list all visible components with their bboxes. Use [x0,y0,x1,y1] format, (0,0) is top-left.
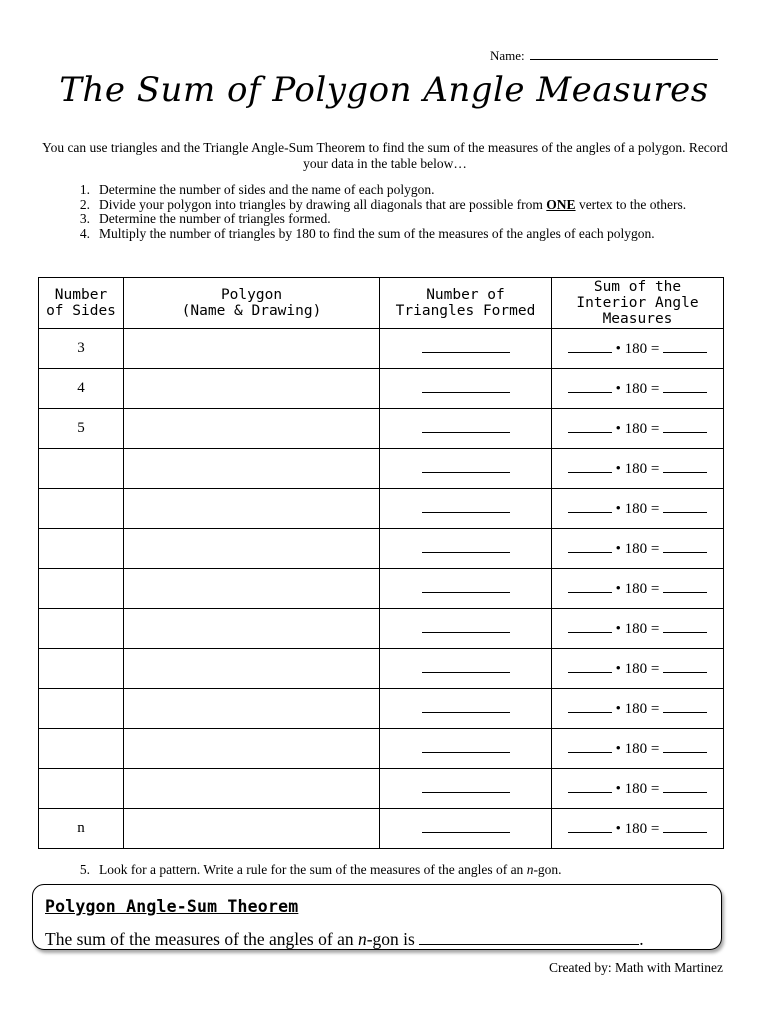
multiplier-text: • 180 = [615,540,660,557]
triangles-blank[interactable] [422,420,510,433]
triangles-blank[interactable] [422,700,510,713]
product-blank[interactable] [663,780,707,793]
triangles-blank[interactable] [422,820,510,833]
table-row [39,409,724,449]
multiplier-text: • 180 = [615,420,660,437]
multiplier-text: • 180 = [615,620,660,637]
product-blank[interactable] [663,540,707,553]
sum-calculation [568,821,707,837]
triangles-blank[interactable] [422,660,510,673]
header-line: Measures [602,311,673,327]
name-field-row [490,46,718,64]
table-row [39,609,724,649]
multiplicand-blank[interactable] [568,420,612,433]
multiplier-text: • 180 = [615,500,660,517]
cell-sides[interactable] [39,729,124,769]
cell-sides[interactable]: n [39,809,124,849]
table-row [39,529,724,569]
header-line: (Name & Drawing) [181,303,322,319]
cell-triangles [380,449,552,489]
sum-calculation [568,461,707,477]
multiplier-text: • 180 = [615,700,660,717]
table-body [39,329,724,849]
triangles-blank[interactable] [422,740,510,753]
cell-polygon-drawing[interactable] [124,489,380,529]
product-blank[interactable] [663,420,707,433]
cell-sum [552,529,724,569]
cell-triangles [380,569,552,609]
multiplicand-blank[interactable] [568,620,612,633]
cell-sum [552,769,724,809]
cell-sum [552,329,724,369]
theorem-box [32,884,722,950]
cell-polygon-drawing[interactable] [124,729,380,769]
product-blank[interactable] [663,500,707,513]
cell-sides[interactable] [39,689,124,729]
sum-calculation [568,341,707,357]
cell-sum [552,449,724,489]
multiplier-text: • 180 = [615,780,660,797]
product-blank[interactable] [663,580,707,593]
multiplicand-blank[interactable] [568,460,612,473]
sum-calculation [568,661,707,677]
cell-polygon-drawing[interactable] [124,369,380,409]
step-5 [46,862,726,878]
cell-polygon-drawing[interactable] [124,769,380,809]
triangles-blank[interactable] [422,340,510,353]
product-blank[interactable] [663,700,707,713]
multiplicand-blank[interactable] [568,540,612,553]
header-line: Interior Angle [576,295,699,311]
product-blank[interactable] [663,460,707,473]
cell-sides[interactable] [39,649,124,689]
product-blank[interactable] [663,660,707,673]
header-line: Triangles Formed [395,303,536,319]
table-row [39,769,724,809]
product-blank[interactable] [663,820,707,833]
multiplicand-blank[interactable] [568,780,612,793]
cell-triangles [380,809,552,849]
cell-polygon-drawing[interactable] [124,529,380,569]
product-blank[interactable] [663,740,707,753]
intro-text: You can use triangles and the Triangle Angle-Sum Theorem to find the sum of the measures of the angles of a polygon. Record your data in the table below… [42,140,728,171]
cell-sides[interactable]: 4 [39,369,124,409]
product-blank[interactable] [663,620,707,633]
theorem-text-part: The sum of the measures of the angles of an [45,929,358,949]
table-row [39,569,724,609]
header-sum [552,278,724,329]
multiplier-text: • 180 = [615,460,660,477]
multiplier-text: • 180 = [615,820,660,837]
cell-sum [552,729,724,769]
step-number: 1. [79,182,90,197]
triangles-blank[interactable] [422,580,510,593]
header-line: Number [54,287,108,303]
cell-triangles [380,649,552,689]
cell-sum [552,409,724,449]
cell-sum [552,649,724,689]
instruction-step [46,183,726,198]
cell-triangles [380,609,552,649]
multiplier-text: • 180 = [615,740,660,757]
triangles-blank[interactable] [422,620,510,633]
step-text: Determine the number of triangles formed. [99,211,331,226]
cell-sides[interactable]: 5 [39,409,124,449]
step-text-part: -gon. [533,862,562,877]
instruction-step [46,198,726,213]
cell-triangles [380,729,552,769]
cell-sum [552,609,724,649]
table-row [39,689,724,729]
cell-triangles [380,529,552,569]
step-text-part: vertex to the others. [575,196,687,212]
instruction-step [46,227,726,242]
cell-sum [552,689,724,729]
cell-triangles [380,369,552,409]
step-text: Multiply the number of triangles by 180 to find the sum of the measures of the angles of each polygon. [99,225,655,241]
cell-polygon-drawing[interactable] [124,689,380,729]
table-row [39,809,724,849]
multiplicand-blank[interactable] [568,700,612,713]
multiplier-text: • 180 = [615,380,660,397]
step-text: Determine the number of sides and the name of each polygon. [99,182,435,197]
cell-triangles [380,329,552,369]
name-label: Name: [490,48,525,63]
sum-calculation [568,381,707,397]
sum-calculation [568,701,707,717]
cell-polygon-drawing[interactable] [124,609,380,649]
polygon-data-table [38,277,724,849]
step-text-part: Divide your polygon into triangles by drawing all diagonals that are possible from [99,196,547,212]
multiplicand-blank[interactable] [568,340,612,353]
table-row [39,329,724,369]
multiplier-text: • 180 = [615,580,660,597]
header-line: Number of [426,287,505,303]
multiplicand-blank[interactable] [568,580,612,593]
table-row [39,729,724,769]
multiplicand-blank[interactable] [568,740,612,753]
sum-calculation [568,621,707,637]
multiplier-text: • 180 = [615,660,660,677]
step-number: 5. [79,862,90,877]
theorem-italic: n [357,929,367,949]
multiplicand-blank[interactable] [568,660,612,673]
cell-polygon-drawing[interactable] [124,449,380,489]
cell-triangles [380,769,552,809]
sum-calculation [568,781,707,797]
multiplicand-blank[interactable] [568,500,612,513]
product-blank[interactable] [663,380,707,393]
cell-triangles [380,689,552,729]
theorem-end: . [639,929,644,949]
cell-sides[interactable]: 3 [39,329,124,369]
step-text-part: Look for a pattern. Write a rule for the sum of the measures of the angles of an [99,862,527,877]
cell-sides[interactable] [39,449,124,489]
multiplicand-blank[interactable] [568,380,612,393]
sum-calculation [568,421,707,437]
header-sides [39,278,124,329]
step-text [99,198,726,213]
multiplicand-blank[interactable] [568,820,612,833]
step-number: 4. [79,225,90,241]
product-blank[interactable] [663,340,707,353]
step-number: 3. [79,211,90,226]
triangles-blank[interactable] [422,500,510,513]
cell-sum [552,489,724,529]
cell-sides[interactable] [39,609,124,649]
cell-sides[interactable] [39,489,124,529]
sum-calculation [568,501,707,517]
theorem-answer-blank[interactable] [419,930,639,945]
cell-polygon-drawing[interactable] [124,649,380,689]
cell-polygon-drawing[interactable] [124,329,380,369]
instruction-list [46,183,726,241]
cell-sides[interactable] [39,529,124,569]
header-line: Sum of the [593,279,682,295]
cell-triangles [380,489,552,529]
table-row [39,369,724,409]
theorem-statement [45,929,644,950]
sum-calculation [568,541,707,557]
multiplier-text: • 180 = [615,340,660,357]
table-row [39,449,724,489]
cell-sum [552,369,724,409]
sum-calculation [568,741,707,757]
cell-sides[interactable] [39,569,124,609]
header-line: of Sides [46,303,116,319]
table-row [39,649,724,689]
page-title: The Sum of Polygon Angle Measures [59,70,709,110]
credit-line: Created by: Math with Martinez [549,960,723,975]
table-header-row [39,278,724,329]
cell-polygon-drawing[interactable] [124,569,380,609]
instruction-step [46,212,726,227]
header-polygon [124,278,380,329]
cell-sum [552,809,724,849]
sum-calculation [568,581,707,597]
cell-sides[interactable] [39,769,124,809]
step-text [99,862,562,878]
cell-polygon-drawing[interactable] [124,409,380,449]
triangles-blank[interactable] [422,380,510,393]
cell-polygon-drawing[interactable] [124,809,380,849]
triangles-blank[interactable] [422,780,510,793]
step-emphasis: ONE [546,196,576,212]
theorem-text-part: -gon is [366,929,420,949]
header-line: Polygon [220,287,283,303]
triangles-blank[interactable] [422,540,510,553]
triangles-blank[interactable] [422,460,510,473]
theorem-title: Polygon Angle-Sum Theorem [45,897,299,916]
name-blank[interactable] [530,46,718,60]
header-triangles [380,278,552,329]
table-row [39,489,724,529]
step-number: 2. [79,196,90,212]
cell-sum [552,569,724,609]
step-italic: n [526,862,534,877]
cell-triangles [380,409,552,449]
